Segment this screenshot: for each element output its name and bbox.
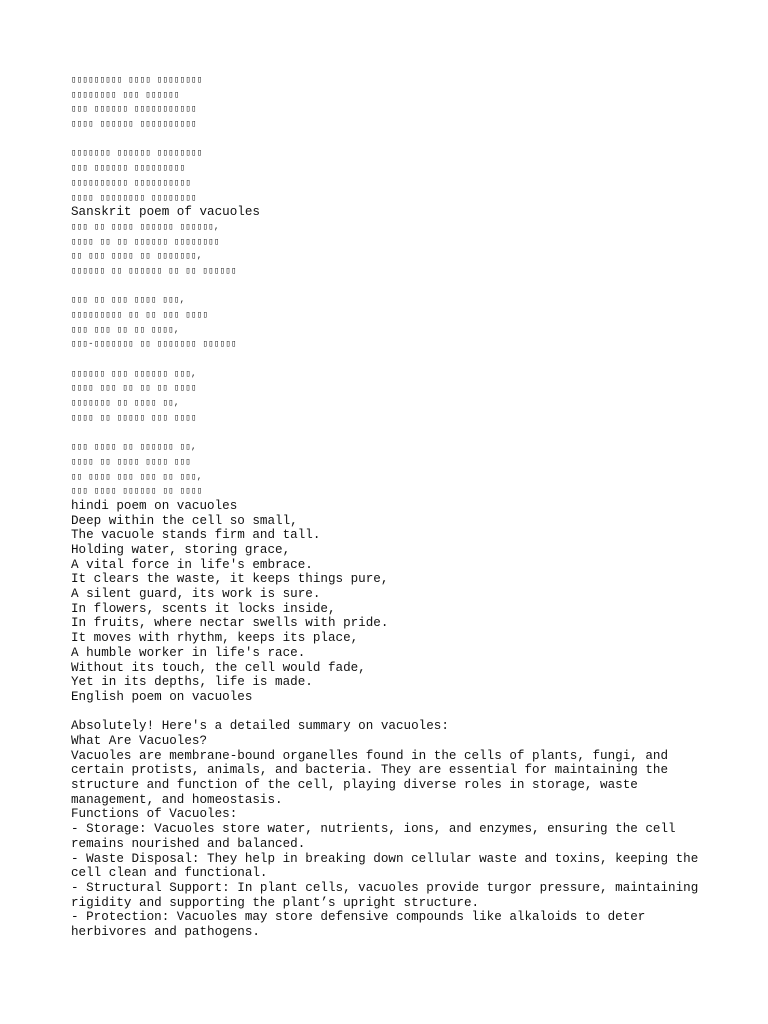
summary-definition: Vacuoles are membrane-bound organelles found in the cells of plants, fungi, and certain protists, animals, and bacteria. They are essential for maintaining the structure and function of the cell, playing diverse roles in storage, waste management, and homeostasis.: [71, 748, 669, 807]
english-poem-line: A silent guard, its work is sure.: [71, 587, 321, 602]
hindi-poem: [71, 220, 711, 499]
hindi-line: ▯▯▯-▯▯▯▯▯▯▯ ▯▯ ▯▯▯▯▯▯▯ ▯▯▯▯▯▯: [71, 339, 237, 350]
hindi-line: ▯▯▯ ▯▯▯▯ ▯▯ ▯▯▯▯▯▯ ▯▯,: [71, 442, 197, 453]
summary-heading-what: What Are Vacuoles?: [71, 733, 208, 748]
english-poem-line: Yet in its depths, life is made.: [71, 675, 313, 690]
english-poem-line: It moves with rhythm, keeps its place,: [71, 631, 359, 646]
hindi-line: ▯▯▯ ▯▯▯ ▯▯ ▯▯ ▯▯▯▯,: [71, 324, 180, 335]
section-gap: [71, 705, 711, 720]
hindi-line: ▯▯ ▯▯▯▯ ▯▯▯ ▯▯▯ ▯▯ ▯▯▯,: [71, 471, 203, 482]
english-poem-line: It clears the waste, it keeps things pure,: [71, 572, 389, 587]
english-poem: [71, 514, 711, 690]
sanskrit-line: ▯▯▯▯▯▯▯▯▯ ▯▯▯▯ ▯▯▯▯▯▯▯▯: [71, 75, 203, 85]
hindi-stanza: [71, 293, 711, 352]
hindi-line: ▯▯▯▯ ▯▯▯ ▯▯ ▯▯ ▯▯ ▯▯▯▯: [71, 383, 197, 394]
english-poem-line: A humble worker in life's race.: [71, 645, 306, 660]
sanskrit-line: ▯▯▯▯▯▯▯▯▯▯ ▯▯▯▯▯▯▯▯▯▯: [71, 177, 192, 188]
hindi-line: ▯▯▯ ▯▯▯▯ ▯▯▯▯▯▯ ▯▯ ▯▯▯▯: [71, 486, 203, 497]
hindi-line: ▯▯ ▯▯▯ ▯▯▯▯ ▯▯ ▯▯▯▯▯▯▯,: [71, 251, 203, 262]
english-poem-line: Holding water, storing grace,: [71, 543, 291, 557]
summary-intro: Absolutely! Here's a detailed summary on vacuoles:: [71, 719, 449, 734]
summary-heading-functions: Functions of Vacuoles:: [71, 807, 238, 822]
english-poem-line: The vacuole stands firm and tall.: [71, 528, 321, 543]
hindi-stanza: [71, 440, 711, 499]
stanza-gap: [71, 279, 711, 294]
sanskrit-line: ▯▯▯ ▯▯▯▯▯▯ ▯▯▯▯▯▯▯▯▯▯▯: [71, 104, 197, 115]
sanskrit-line: ▯▯▯▯▯▯▯ ▯▯▯▯▯▯ ▯▯▯▯▯▯▯▯: [71, 148, 203, 159]
hindi-line: ▯▯▯▯ ▯▯ ▯▯▯▯ ▯▯▯▯ ▯▯▯: [71, 456, 192, 467]
hindi-line: ▯▯▯▯ ▯▯ ▯▯▯▯▯ ▯▯▯ ▯▯▯▯: [71, 412, 197, 423]
sanskrit-line: ▯▯▯▯ ▯▯▯▯▯▯ ▯▯▯▯▯▯▯▯▯▯: [71, 119, 197, 130]
function-item-protection: - Protection: Vacuoles may store defensive compounds like alkaloids to deter herbivores and pathogens.: [71, 910, 646, 940]
hindi-line: ▯▯▯▯▯▯ ▯▯ ▯▯▯▯▯▯ ▯▯ ▯▯ ▯▯▯▯▯▯: [71, 265, 237, 276]
function-item-storage: - Storage: Vacuoles store water, nutrients, ions, and enzymes, ensuring the cell remains nourished and balanced.: [71, 822, 676, 851]
hindi-line: ▯▯▯ ▯▯ ▯▯▯ ▯▯▯▯ ▯▯▯,: [71, 295, 186, 306]
function-item-structural-support: - Structural Support: In plant cells, vacuoles provide turgor pressure, maintaining rigidity and supporting the plant’s upright structure.: [71, 880, 699, 910]
hindi-line: ▯▯▯▯▯▯▯▯▯ ▯▯ ▯▯ ▯▯▯ ▯▯▯▯: [71, 310, 209, 320]
english-poem-line: Deep within the cell so small,: [71, 513, 298, 528]
hindi-line: ▯▯▯▯ ▯▯ ▯▯ ▯▯▯▯▯▯ ▯▯▯▯▯▯▯▯: [71, 236, 220, 247]
english-poem-line: Without its touch, the cell would fade,: [71, 660, 366, 675]
stanza-gap: [71, 426, 711, 441]
english-poem-line: In fruits, where nectar swells with pride.: [71, 616, 389, 631]
sanskrit-caption: Sanskrit poem of vacuoles: [71, 205, 260, 220]
sanskrit-line: ▯▯▯ ▯▯▯▯▯▯ ▯▯▯▯▯▯▯▯▯: [71, 163, 186, 174]
sanskrit-line: ▯▯▯▯▯▯▯▯ ▯▯▯ ▯▯▯▯▯▯: [71, 89, 180, 100]
hindi-stanza: [71, 367, 711, 426]
hindi-line: ▯▯▯▯▯▯ ▯▯▯ ▯▯▯▯▯▯ ▯▯▯,: [71, 368, 197, 379]
vacuole-summary: [71, 719, 711, 940]
sanskrit-stanza: [71, 146, 711, 205]
hindi-line: ▯▯▯▯▯▯▯ ▯▯ ▯▯▯▯ ▯▯,: [71, 398, 180, 409]
function-item-waste-disposal: - Waste Disposal: They help in breaking down cellular waste and toxins, keeping the cell clean and functional.: [71, 851, 699, 881]
stanza-gap: [71, 132, 711, 147]
hindi-caption: hindi poem on vacuoles: [71, 498, 238, 513]
sanskrit-line: ▯▯▯▯ ▯▯▯▯▯▯▯▯ ▯▯▯▯▯▯▯▯: [71, 192, 197, 203]
english-poem-line: A vital force in life's embrace.: [71, 557, 313, 572]
english-poem-line: In flowers, scents it locks inside,: [71, 601, 336, 616]
document-body: [71, 73, 711, 940]
sanskrit-stanza: [71, 73, 711, 132]
hindi-line: ▯▯▯ ▯▯ ▯▯▯▯ ▯▯▯▯▯▯ ▯▯▯▯▯▯,: [71, 221, 220, 232]
stanza-gap: [71, 352, 711, 367]
sanskrit-poem: [71, 73, 711, 205]
english-caption: English poem on vacuoles: [71, 689, 253, 704]
hindi-stanza: [71, 220, 711, 279]
